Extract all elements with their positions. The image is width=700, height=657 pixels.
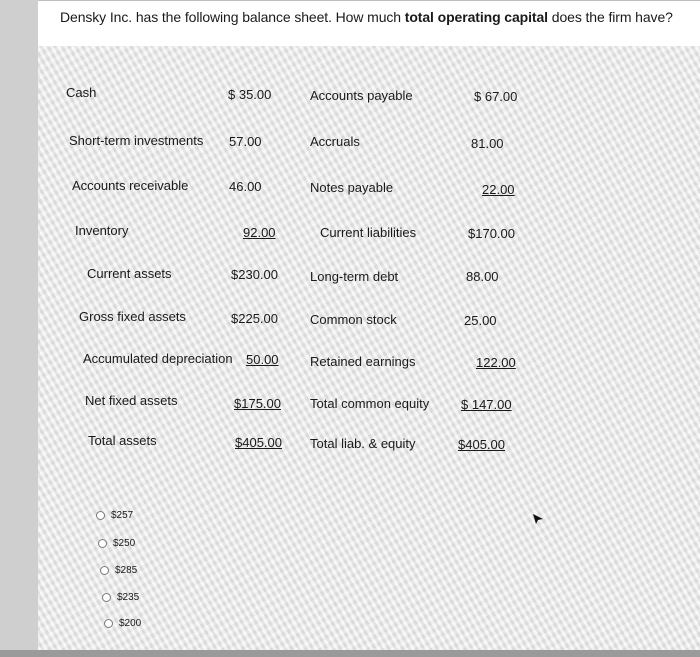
mouse-pointer-icon (531, 512, 545, 526)
asset-label-accounts-receivable: Accounts receivable (72, 178, 189, 193)
asset-label-cash: Cash (66, 85, 97, 100)
liability-label-total-common-equity: Total common equity (310, 396, 430, 411)
asset-label-inventory: Inventory (75, 223, 129, 238)
asset-value-cash: $ 35.00 (228, 87, 272, 102)
asset-label-gross-fixed-assets: Gross fixed assets (79, 309, 186, 324)
question-emphasis: total operating capital (404, 9, 548, 25)
liability-value-long-term-debt: 88.00 (466, 269, 499, 284)
asset-value-current-assets: $230.00 (231, 267, 278, 282)
liability-label-long-term-debt: Long-term debt (310, 269, 399, 284)
radio-button[interactable] (104, 619, 113, 628)
answer-option[interactable] (98, 538, 135, 549)
liability-value-current-liabilities: $170.00 (468, 226, 515, 241)
answer-option[interactable] (104, 618, 141, 629)
left-margin (0, 0, 38, 657)
answer-option-label: $285 (115, 565, 138, 576)
liability-label-accounts-payable: Accounts payable (310, 88, 413, 103)
liability-value-common-stock: 25.00 (464, 313, 497, 328)
asset-value-gross-fixed-assets: $225.00 (231, 311, 278, 326)
liability-label-common-stock: Common stock (310, 312, 397, 327)
radio-button[interactable] (98, 539, 107, 548)
radio-button[interactable] (100, 566, 109, 575)
asset-value-net-fixed-assets: $175.00 (234, 396, 281, 411)
bottom-bar (0, 650, 700, 657)
answer-option-label: $235 (117, 592, 140, 603)
answer-option[interactable] (102, 592, 139, 603)
liability-value-accruals: 81.00 (471, 136, 504, 151)
question-text: Densky Inc. has the following balance sheet. How much total operating capital does the firm have? (60, 9, 673, 25)
asset-label-current-assets: Current assets (87, 266, 172, 281)
liability-label-notes-payable: Notes payable (310, 180, 394, 195)
liability-value-notes-payable: 22.00 (482, 182, 515, 197)
radio-button[interactable] (96, 511, 105, 520)
liability-label-total-liab-equity: Total liab. & equity (310, 436, 416, 451)
liability-value-total-common-equity: $ 147.00 (461, 397, 512, 412)
asset-value-short-term-investments: 57.00 (229, 134, 262, 149)
answer-option-label: $257 (111, 510, 134, 521)
liability-value-retained-earnings: 122.00 (476, 355, 516, 370)
answer-option[interactable] (100, 565, 137, 576)
asset-label-short-term-investments: Short-term investments (69, 133, 204, 148)
liability-value-total-liab-equity: $405.00 (458, 437, 505, 452)
asset-value-inventory: 92.00 (243, 225, 276, 240)
liability-value-accounts-payable: $ 67.00 (474, 89, 518, 104)
asset-label-net-fixed-assets: Net fixed assets (85, 393, 178, 408)
liability-label-retained-earnings: Retained earnings (310, 354, 416, 369)
answer-option[interactable] (96, 510, 133, 521)
liability-label-accruals: Accruals (310, 134, 360, 149)
asset-label-accumulated-depreciation: Accumulated depreciation (83, 351, 233, 366)
asset-value-accumulated-depreciation: 50.00 (246, 352, 279, 367)
asset-label-total-assets: Total assets (88, 433, 157, 448)
answer-option-label: $200 (119, 618, 142, 629)
radio-button[interactable] (102, 593, 111, 602)
asset-value-total-assets: $405.00 (235, 435, 282, 450)
answer-option-label: $250 (113, 538, 136, 549)
asset-value-accounts-receivable: 46.00 (229, 179, 262, 194)
liability-label-current-liabilities: Current liabilities (320, 225, 417, 240)
